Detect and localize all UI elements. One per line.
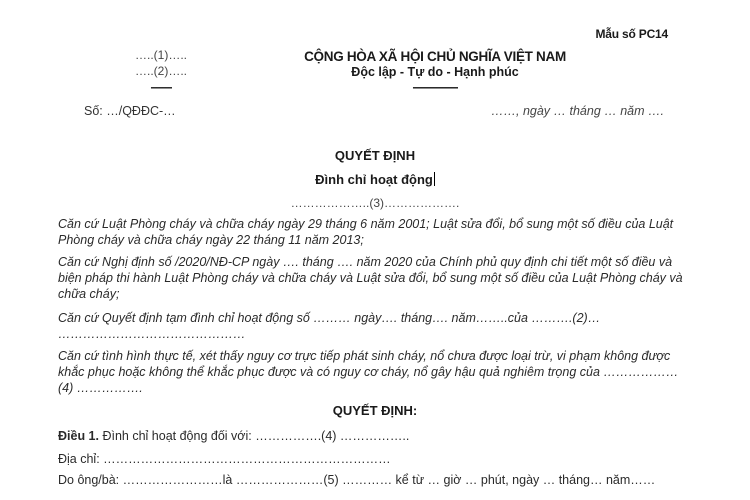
national-title: CỘNG HÒA XÃ HỘI CHỦ NGHĨA VIỆT NAM [304, 49, 566, 64]
article-1-text: Đình chỉ hoạt động đối với: …………….(4) …………….. [99, 429, 410, 443]
address-line: Địa chỉ: …………………………………………………………… [58, 452, 391, 466]
issuing-agency-placeholder: ………………..(3)………………. [290, 196, 460, 210]
document-subtitle[interactable] [0, 172, 750, 187]
form-code: Mẫu số PC14 [595, 27, 668, 41]
article-1 [58, 428, 698, 444]
issuing-authority-line1: …..(1)….. [134, 48, 187, 62]
responsible-person-line: Do ông/bà: ……………………là …………………(5) ………… kể từ … giờ … phút, ngày … tháng… năm…… [58, 473, 656, 487]
preamble-paragraph-2: Căn cứ Nghị định số /2020/NĐ-CP ngày …. tháng …. năm 2020 của Chính phủ quy định chi tiết một số điều và biện pháp thi hành Luật Phòng cháy và chữa cháy và Luật sửa đổi, bổ sung một số điều của Luật Phòng cháy và chữa cháy; [58, 255, 683, 301]
document-subtitle-text: Đình chỉ hoạt động [315, 172, 433, 187]
document-title: QUYẾT ĐỊNH [334, 148, 416, 163]
article-1-label: Điều 1. [58, 429, 99, 443]
document-number: Số: …/QĐĐC-… [84, 104, 176, 118]
left-header-rule: ------- [150, 80, 172, 94]
issuing-authority-line2: …..(2)….. [134, 64, 187, 78]
national-motto: Độc lập - Tự do - Hạnh phúc [351, 65, 519, 79]
text-cursor [434, 172, 435, 186]
preamble-paragraph-4: Căn cứ tình hình thực tế, xét thấy nguy cơ trực tiếp phát sinh cháy, nổ chưa được loại trừ, vi phạm không được khắc phục hoặc không thể khắc phục được và có nguy cơ cháy, nổ gây hậu quả nghiêm trọng của ………………(4) ……………. [58, 349, 679, 395]
place-date-line: ……, ngày … tháng … năm …. [491, 104, 664, 118]
preamble-paragraph-3: Căn cứ Quyết định tạm đình chỉ hoạt động số ……… ngày…. tháng…. năm……..của ……….(2)… ……………………………………… [58, 311, 601, 341]
decision-heading: QUYẾT ĐỊNH: [332, 403, 418, 418]
preamble-paragraph-1: Căn cứ Luật Phòng cháy và chữa cháy ngày 29 tháng 6 năm 2001; Luật sửa đổi, bổ sung một số điều của Luật Phòng cháy và chữa cháy ngày 22 tháng 11 năm 2013; [58, 217, 674, 247]
right-header-rule: --------------- [412, 80, 458, 94]
